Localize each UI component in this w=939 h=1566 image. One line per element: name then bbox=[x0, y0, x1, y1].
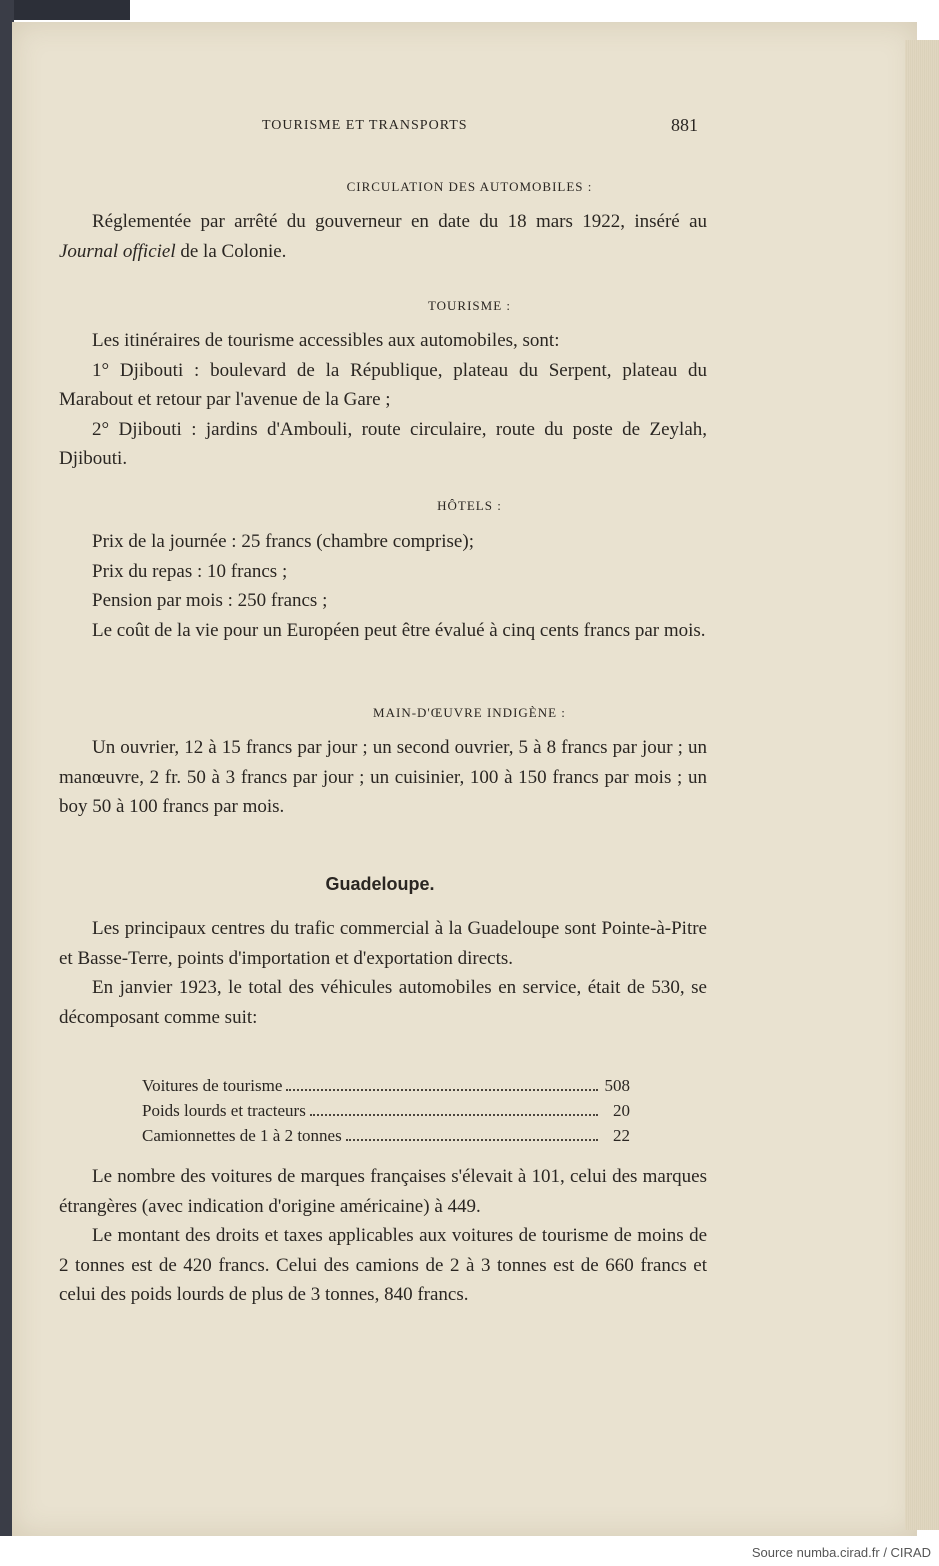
guadeloupe-paragraph: Le nombre des voitures de marques françaises s'élevait à 101, celui des marques étrangères (avec indication d'origine américaine) à 449. bbox=[59, 1166, 707, 1217]
heading-hotels: HÔTELS : bbox=[437, 498, 502, 513]
main-oeuvre-paragraph: Un ouvrier, 12 à 15 francs par jour ; un second ouvrier, 5 à 8 francs par jour ; un manœuvre, 2 fr. 50 à 3 francs par jour ; un cuisinier, 100 à 150 francs par mois ; un boy 50 à 100 francs par mois. bbox=[59, 737, 707, 817]
dot-leader bbox=[310, 1114, 598, 1116]
circulation-paragraph: Réglementée par arrêté du gouverneur en date du 18 mars 1922, inséré au Journal officiel de la Colonie. bbox=[59, 211, 707, 262]
guadeloupe-paragraph: Les principaux centres du trafic commercial à la Guadeloupe sont Pointe-à-Pitre et Basse-Terre, points d'importation et d'exportation directs. bbox=[59, 918, 707, 969]
list-item-value: 22 bbox=[613, 1126, 630, 1145]
list-item bbox=[142, 1123, 630, 1148]
tourisme-paragraph: 2° Djibouti : jardins d'Ambouli, route circulaire, route du poste de Zeylah, Djibouti. bbox=[59, 418, 707, 469]
list-item-value: 20 bbox=[613, 1101, 630, 1120]
list-item-label: Camionnettes de 1 à 2 tonnes bbox=[142, 1126, 342, 1145]
heading-tourisme: TOURISME : bbox=[427, 298, 512, 313]
guadeloupe-paragraph: En janvier 1923, le total des véhicules automobiles en service, était de 530, se décomposant comme suit: bbox=[59, 977, 707, 1028]
heading-guadeloupe: Guadeloupe. bbox=[325, 874, 435, 894]
dot-leader bbox=[286, 1089, 598, 1091]
journal-officiel-italic: Journal officiel bbox=[59, 240, 176, 262]
main-oeuvre-body bbox=[59, 733, 707, 822]
guadeloupe-body-top bbox=[59, 914, 707, 1032]
list-item bbox=[142, 1098, 630, 1123]
heading-circulation: CIRCULATION DES AUTOMOBILES : bbox=[346, 179, 593, 194]
tourisme-paragraph: 1° Djibouti : boulevard de la République, plateau du Serpent, plateau du Marabout et retour par l'avenue de la Gare ; bbox=[59, 359, 707, 410]
source-credit: Source numba.cirad.fr / CIRAD bbox=[751, 1545, 931, 1560]
list-item-value: 508 bbox=[604, 1076, 630, 1095]
vehicle-list bbox=[142, 1073, 630, 1148]
dot-leader bbox=[346, 1139, 598, 1141]
list-item bbox=[142, 1073, 630, 1098]
binding-top bbox=[0, 0, 130, 20]
tourisme-paragraph: Les itinéraires de tourisme accessibles aux automobiles, sont: bbox=[92, 330, 560, 351]
hotels-body bbox=[59, 527, 707, 645]
heading-main-oeuvre: MAIN-D'ŒUVRE INDIGÈNE : bbox=[373, 705, 566, 720]
circulation-body bbox=[59, 207, 707, 266]
page-number: 881 bbox=[671, 115, 698, 135]
list-item-label: Poids lourds et tracteurs bbox=[142, 1101, 306, 1120]
tourisme-body bbox=[59, 326, 707, 474]
guadeloupe-body-bottom bbox=[59, 1162, 707, 1310]
page-edges bbox=[905, 40, 939, 1530]
hotels-paragraph: Le coût de la vie pour un Européen peut être évalué à cinq cents francs par mois. bbox=[92, 619, 706, 641]
running-head-title: TOURISME ET TRANSPORTS bbox=[262, 118, 468, 133]
list-item-label: Voitures de tourisme bbox=[142, 1076, 283, 1095]
hotels-paragraph: Pension par mois : 250 francs ; bbox=[92, 590, 328, 611]
hotels-paragraph: Prix du repas : 10 francs ; bbox=[92, 560, 288, 582]
hotels-paragraph: Prix de la journée : 25 francs (chambre comprise); bbox=[92, 531, 474, 552]
guadeloupe-paragraph: Le montant des droits et taxes applicables aux voitures de tourisme de moins de 2 tonnes est de 420 francs. Celui des camions de 2 à 3 tonnes est de 660 francs et celui des poids lourds de plus de 3 tonnes, 840 francs. bbox=[59, 1225, 707, 1305]
